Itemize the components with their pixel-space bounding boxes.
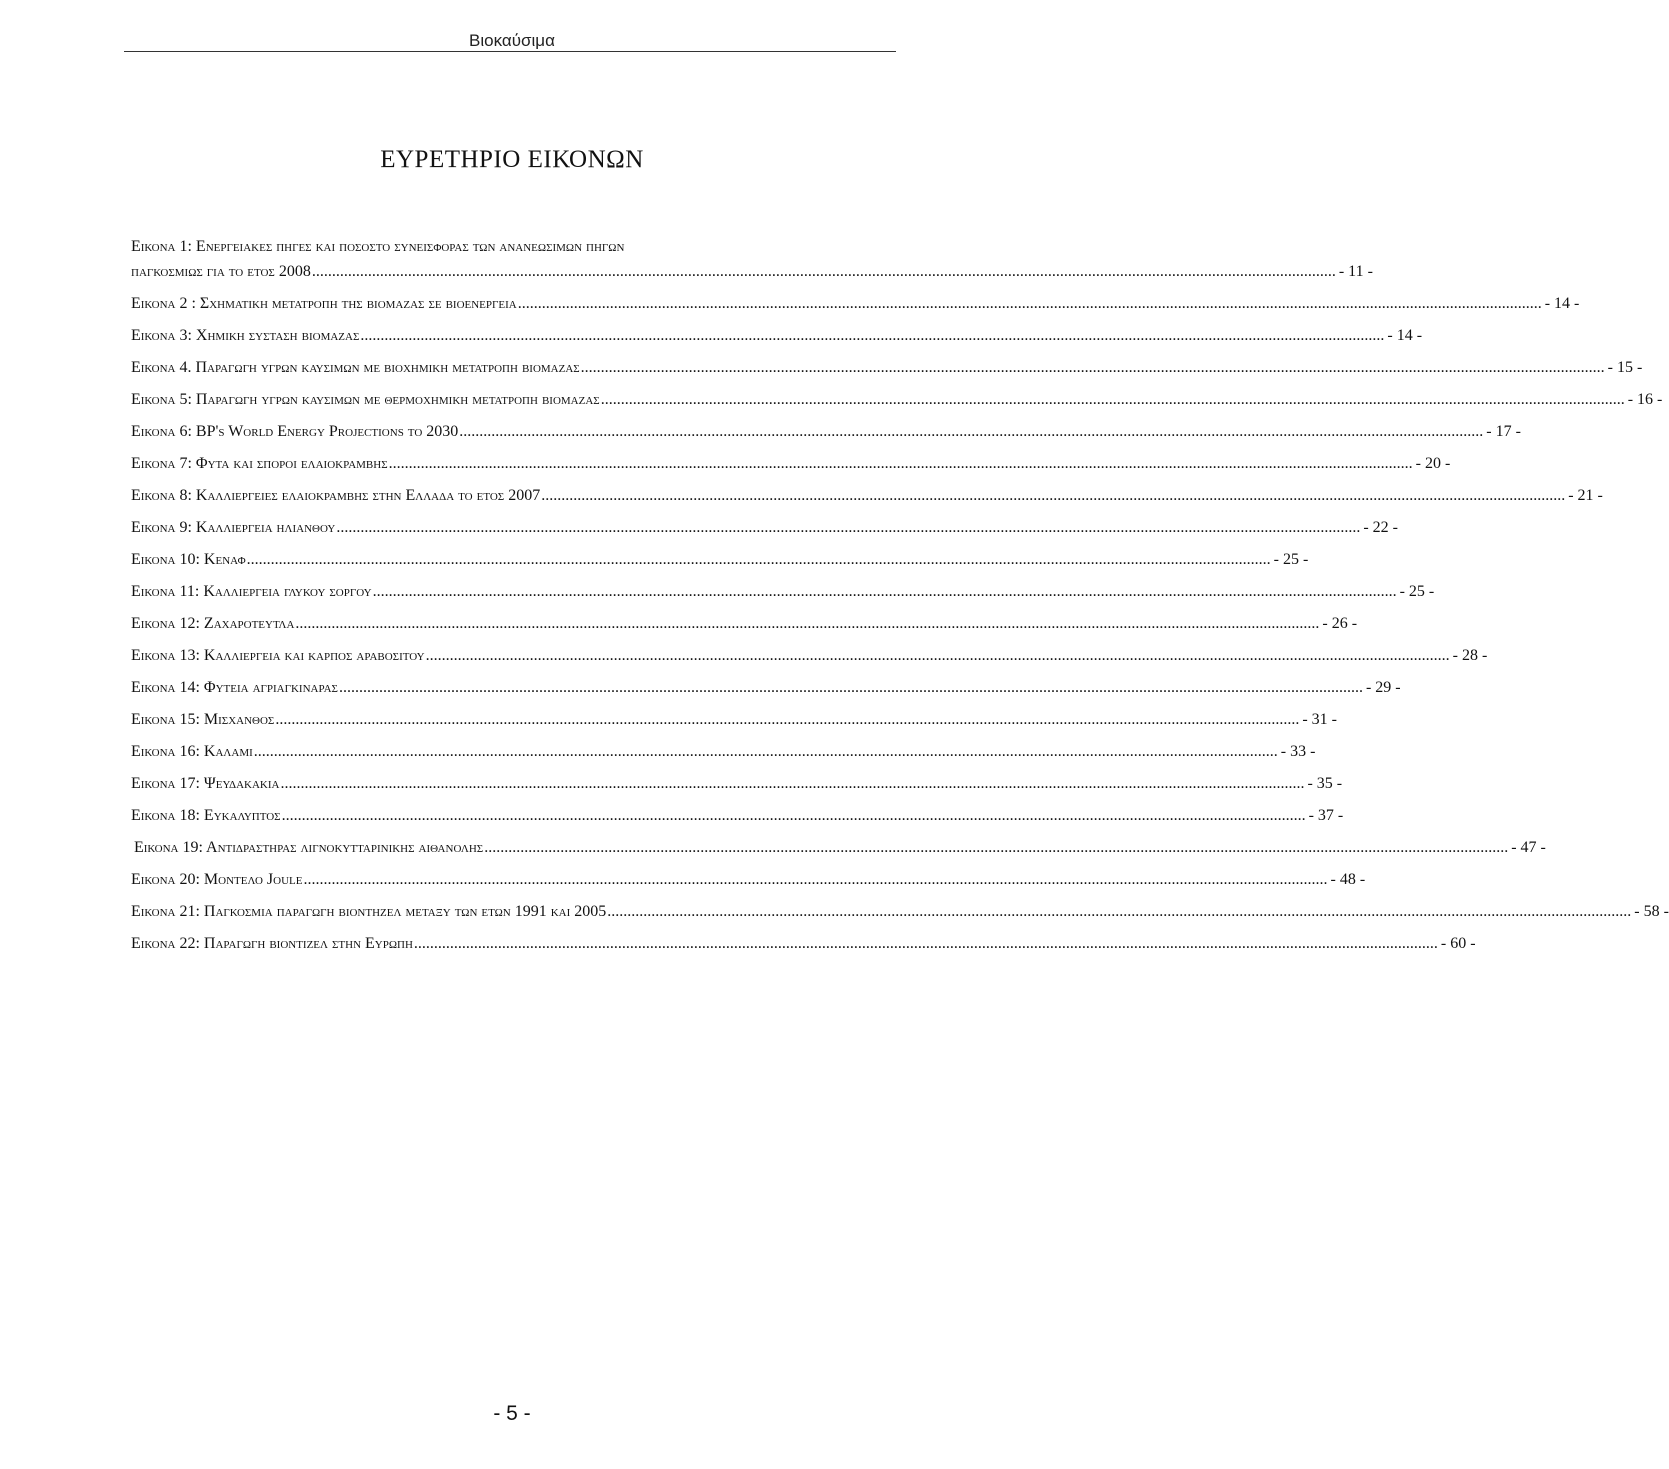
toc-entry-title bbox=[131, 517, 335, 538]
figure-index bbox=[131, 236, 1669, 965]
toc-entry-number: 6 bbox=[179, 423, 188, 440]
toc-entry-number: 18 bbox=[179, 807, 196, 824]
toc-entry-page: - 25 - bbox=[1399, 583, 1435, 600]
toc-entry-text: : Φυτεια αγριαγκιναρας bbox=[195, 679, 338, 696]
toc-entry-label: Εικονα bbox=[131, 807, 176, 824]
toc-entry-number: 20 bbox=[179, 871, 196, 888]
toc-entry-label: Εικονα bbox=[131, 743, 176, 760]
toc-entry-title bbox=[131, 421, 458, 442]
toc-entry-title bbox=[131, 869, 303, 890]
toc-entry-text: : Καλαμι bbox=[195, 743, 253, 760]
toc-entry-label: Εικονα bbox=[131, 327, 176, 344]
toc-entry-text: : Παραγωγη βιοντιζελ στην Ευρωπη bbox=[195, 935, 413, 952]
running-header: Βιοκαύσιμα bbox=[469, 31, 555, 50]
toc-entry-text: : Παγκοσμια παραγωγη βιοντηζελ μεταξυ των ετων 1991 και 2005 bbox=[195, 903, 607, 920]
toc-entry-page: - 33 - bbox=[1280, 743, 1316, 760]
dot-leader bbox=[541, 485, 1565, 506]
dot-leader bbox=[426, 645, 1450, 666]
dot-leader bbox=[295, 613, 1319, 634]
toc-entry-text: : Φυτα και σποροι ελαιοκραμβης bbox=[187, 455, 388, 472]
toc-entry-line bbox=[131, 677, 1401, 698]
toc-entry-number: 10 bbox=[179, 551, 196, 568]
toc-entry bbox=[131, 293, 1580, 314]
toc-entry-label: Εικονα bbox=[131, 903, 176, 920]
toc-entry-label: Εικονα bbox=[131, 238, 176, 255]
dot-leader bbox=[254, 741, 1278, 762]
dot-leader bbox=[247, 549, 1271, 570]
toc-entry-line bbox=[131, 261, 1373, 282]
toc-entry bbox=[131, 773, 1343, 794]
toc-entry-line bbox=[131, 709, 1337, 730]
toc-entry-line bbox=[131, 549, 1309, 570]
toc-entry-number: 21 bbox=[179, 903, 196, 920]
toc-entry bbox=[131, 357, 1643, 378]
toc-entry-text: : Καλλιεργεια γλυκου σοργου bbox=[194, 583, 372, 600]
toc-entry bbox=[131, 741, 1316, 762]
toc-entry-text: : Ευκαλυπτος bbox=[195, 807, 281, 824]
toc-entry-title bbox=[131, 709, 274, 730]
toc-entry-label: Εικονα bbox=[131, 935, 176, 952]
toc-entry-number: 2 bbox=[179, 295, 188, 312]
toc-entry-number: 11 bbox=[179, 583, 195, 600]
toc-entry-number: 13 bbox=[179, 647, 196, 664]
toc-entry bbox=[131, 549, 1309, 570]
toc-entry-page: - 37 - bbox=[1308, 807, 1344, 824]
toc-entry-title bbox=[131, 645, 425, 666]
toc-entry-title bbox=[131, 901, 606, 922]
toc-entry-page: - 28 - bbox=[1452, 647, 1488, 664]
toc-entry-line bbox=[131, 613, 1358, 634]
toc-entry-label: Εικονα bbox=[131, 487, 176, 504]
toc-entry-page: - 48 - bbox=[1330, 871, 1366, 888]
toc-entry-title bbox=[131, 357, 580, 378]
dot-leader bbox=[360, 325, 1384, 346]
dot-leader bbox=[518, 293, 1542, 314]
toc-entry-title bbox=[131, 485, 540, 506]
toc-entry-number: 14 bbox=[179, 679, 196, 696]
toc-entry-line bbox=[131, 901, 1669, 922]
dot-leader bbox=[282, 805, 1306, 826]
toc-entry-label: Εικονα bbox=[131, 775, 176, 792]
toc-entry-line bbox=[131, 421, 1521, 442]
toc-entry-title bbox=[131, 677, 338, 698]
toc-entry bbox=[131, 236, 1373, 282]
toc-entry-text: : Καλλιεργεια και καρπος αραβοσιτου bbox=[195, 647, 425, 664]
toc-entry-title bbox=[131, 933, 413, 954]
toc-entry-text: . Παραγωγη υγρων καυσιμων με βιοχημικη μετατροπη βιομαζας bbox=[187, 359, 580, 376]
toc-entry bbox=[131, 485, 1603, 506]
toc-entry-number: 8 bbox=[179, 487, 188, 504]
toc-entry bbox=[131, 517, 1398, 538]
toc-entry-page: - 31 - bbox=[1302, 711, 1337, 728]
toc-entry-line bbox=[131, 773, 1343, 794]
toc-entry-label: Εικονα bbox=[131, 647, 176, 664]
toc-entry-title bbox=[131, 325, 359, 346]
dot-leader bbox=[459, 421, 1483, 442]
page-number: - 5 - bbox=[493, 1402, 531, 1425]
toc-entry-line bbox=[131, 805, 1344, 826]
toc-entry-page: - 15 - bbox=[1607, 359, 1643, 376]
toc-entry-label: Εικονα bbox=[131, 871, 176, 888]
toc-entry-number: 22 bbox=[179, 935, 196, 952]
toc-entry-text: : Ενεργειακες πηγες και ποσοστο συνεισφορας των ανανεωσιμων πηγων bbox=[187, 238, 625, 255]
toc-entry-text: : Κεναφ bbox=[195, 551, 246, 568]
toc-entry-text: : Καλλιεργειες ελαιοκραμβης στην Ελλαδα το ετος 2007 bbox=[187, 487, 541, 504]
toc-entry bbox=[131, 869, 1366, 890]
toc-entry-title bbox=[131, 581, 372, 602]
toc-entry bbox=[131, 389, 1663, 410]
toc-entry-label: Εικονα bbox=[131, 391, 176, 408]
toc-entry-line bbox=[131, 293, 1580, 314]
toc-entry bbox=[131, 325, 1423, 346]
toc-entry-line bbox=[131, 389, 1663, 410]
toc-entry-title bbox=[131, 293, 517, 314]
dot-leader bbox=[414, 933, 1438, 954]
toc-entry-line bbox=[131, 645, 1488, 666]
toc-entry-number: 1 bbox=[179, 238, 188, 255]
dot-leader bbox=[601, 389, 1625, 410]
toc-entry-label: Εικονα bbox=[131, 711, 176, 728]
toc-entry bbox=[131, 453, 1451, 474]
toc-entry-label: Εικονα bbox=[131, 615, 176, 632]
toc-entry-number: 16 bbox=[179, 743, 196, 760]
toc-entry-title bbox=[131, 805, 281, 826]
toc-entry bbox=[131, 933, 1476, 954]
toc-entry-title bbox=[131, 773, 279, 794]
toc-entry-text: : Αντιδραστηρας λιγνοκυτταρινικης αιθανολης bbox=[198, 839, 484, 856]
toc-entry bbox=[131, 837, 1546, 858]
toc-entry-text-continued: παγκοσμιως για το ετος 2008 bbox=[131, 263, 311, 280]
toc-entry-title bbox=[131, 613, 294, 634]
dot-leader bbox=[312, 261, 1336, 282]
toc-entry-title bbox=[131, 741, 253, 762]
page-title: ΕΥΡΕΤΗΡΙΟ ΕΙΚΟΝΩΝ bbox=[380, 146, 644, 173]
toc-entry-page: - 58 - bbox=[1634, 903, 1669, 920]
toc-entry-line bbox=[131, 933, 1476, 954]
toc-entry-page: - 35 - bbox=[1307, 775, 1343, 792]
toc-entry bbox=[131, 613, 1358, 634]
toc-entry-page: - 25 - bbox=[1273, 551, 1309, 568]
dot-leader bbox=[336, 517, 1360, 538]
toc-entry-text: : Χημικη συσταση βιομαζας bbox=[187, 327, 360, 344]
toc-entry bbox=[131, 645, 1488, 666]
toc-entry-label: Εικονα bbox=[131, 583, 176, 600]
dot-leader bbox=[607, 901, 1631, 922]
toc-entry-page: - 47 - bbox=[1511, 839, 1546, 856]
toc-entry-line bbox=[131, 453, 1451, 474]
dot-leader bbox=[339, 677, 1363, 698]
toc-entry-page: - 21 - bbox=[1568, 487, 1603, 504]
toc-entry-number: 5 bbox=[179, 391, 188, 408]
toc-entry-number: 3 bbox=[179, 327, 188, 344]
toc-entry-number: 17 bbox=[179, 775, 196, 792]
toc-entry bbox=[131, 901, 1669, 922]
toc-entry-number: 15 bbox=[179, 711, 196, 728]
toc-entry-text: : Καλλιεργεια ηλιανθου bbox=[187, 519, 336, 536]
toc-entry-line bbox=[131, 357, 1643, 378]
toc-entry-label: Εικονα bbox=[131, 359, 176, 376]
toc-entry-label: Εικονα bbox=[131, 519, 176, 536]
toc-entry-text: : Παραγωγη υγρων καυσιμων με θερμοχημικη μετατροπη βιομαζας bbox=[187, 391, 600, 408]
toc-entry-text: : Ζαχαροτευτλα bbox=[195, 615, 295, 632]
toc-entry-page: - 14 - bbox=[1387, 327, 1423, 344]
toc-entry-title bbox=[134, 837, 483, 858]
toc-entry bbox=[131, 805, 1344, 826]
header-rule bbox=[124, 51, 896, 52]
toc-entry-page: - 17 - bbox=[1486, 423, 1521, 440]
toc-entry-line bbox=[131, 325, 1423, 346]
dot-leader bbox=[389, 453, 1413, 474]
toc-entry-line bbox=[131, 741, 1316, 762]
toc-entry-page: - 22 - bbox=[1363, 519, 1398, 536]
toc-entry-number: 9 bbox=[179, 519, 188, 536]
dot-leader bbox=[275, 709, 1299, 730]
toc-entry-text: : Ψευδακακια bbox=[195, 775, 280, 792]
dot-leader bbox=[581, 357, 1605, 378]
toc-entry-page: - 14 - bbox=[1544, 295, 1580, 312]
toc-entry-label: Εικονα bbox=[131, 455, 176, 472]
toc-entry-text: : Μοντελο Joule bbox=[195, 871, 303, 888]
toc-entry-label: Εικονα bbox=[131, 295, 176, 312]
toc-entry-label: Εικονα bbox=[131, 423, 176, 440]
dot-leader bbox=[484, 837, 1508, 858]
toc-entry-page: - 60 - bbox=[1440, 935, 1476, 952]
dot-leader bbox=[373, 581, 1397, 602]
toc-entry-page: - 29 - bbox=[1365, 679, 1401, 696]
toc-entry-line bbox=[131, 485, 1603, 506]
dot-leader bbox=[280, 773, 1304, 794]
toc-entry-page: - 16 - bbox=[1627, 391, 1663, 408]
toc-entry-label: Εικονα bbox=[131, 679, 176, 696]
toc-entry-text: : BP's World Energy Projections το 2030 bbox=[187, 423, 459, 440]
toc-entry-title bbox=[131, 453, 388, 474]
toc-entry-title bbox=[131, 549, 246, 570]
toc-entry-page: - 11 - bbox=[1338, 263, 1373, 280]
toc-entry-page: - 26 - bbox=[1322, 615, 1358, 632]
toc-entry-number: 12 bbox=[179, 615, 196, 632]
toc-entry-label: Εικονα bbox=[134, 839, 179, 856]
toc-entry-text: : Μισχανθος bbox=[195, 711, 275, 728]
toc-entry-line bbox=[131, 869, 1366, 890]
toc-entry-first-line bbox=[131, 236, 895, 257]
dot-leader bbox=[304, 869, 1328, 890]
toc-entry bbox=[131, 421, 1521, 442]
toc-entry-number: 7 bbox=[179, 455, 188, 472]
toc-entry bbox=[131, 581, 1435, 602]
toc-entry-line bbox=[131, 581, 1435, 602]
toc-entry-line bbox=[131, 517, 1398, 538]
toc-entry-number: 19 bbox=[182, 839, 199, 856]
toc-entry-line bbox=[134, 837, 1546, 858]
toc-entry-label: Εικονα bbox=[131, 551, 176, 568]
toc-entry-number: 4 bbox=[179, 359, 188, 376]
toc-entry-title bbox=[131, 389, 600, 410]
toc-entry bbox=[131, 677, 1401, 698]
toc-entry-page: - 20 - bbox=[1415, 455, 1451, 472]
toc-entry-text: : Σχηματικη μετατροπη της βιομαζας σε βιοενεργεια bbox=[187, 295, 517, 312]
toc-entry bbox=[131, 709, 1337, 730]
